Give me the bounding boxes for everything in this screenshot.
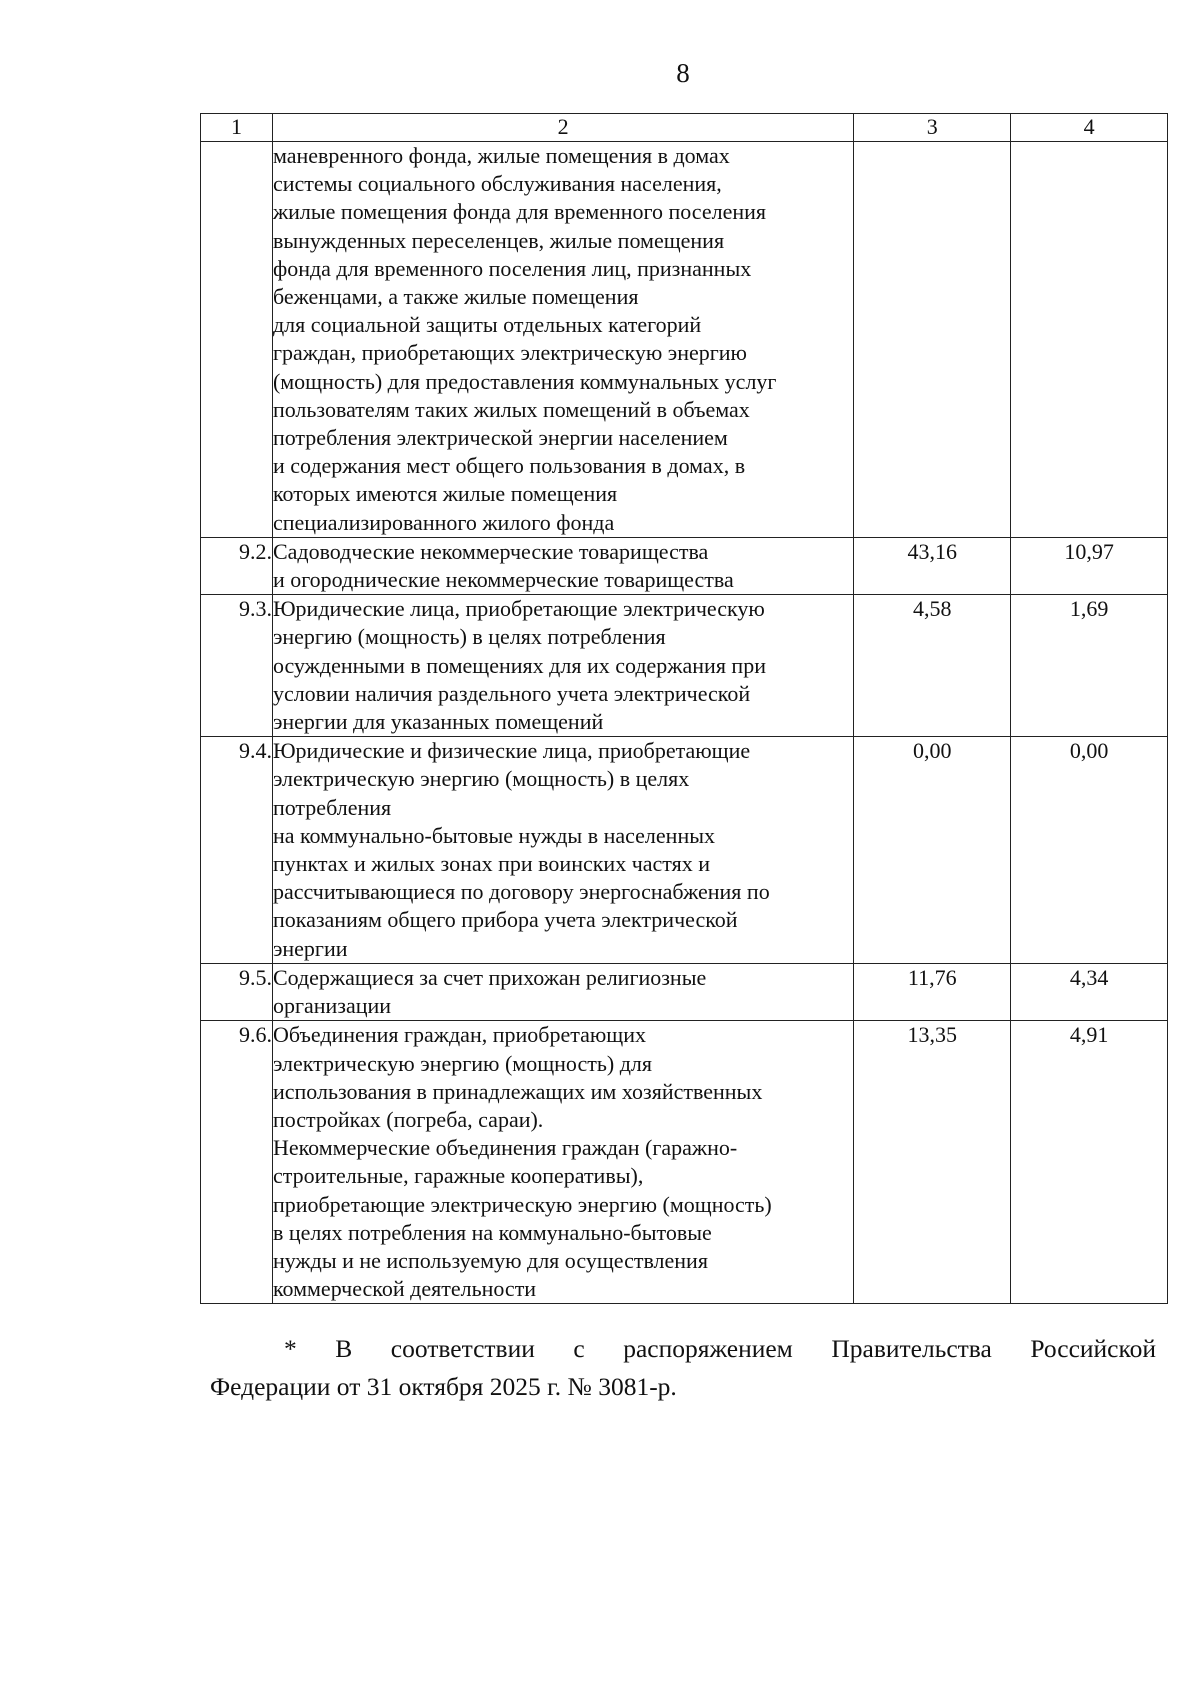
footnote-line-1: * В соответствии с распоряжением Правительства Российской xyxy=(284,1334,1156,1363)
column-header-1: 1 xyxy=(201,114,273,142)
tariff-table xyxy=(200,113,1168,1304)
row-number: 9.6. xyxy=(201,1021,273,1304)
column-header-4: 4 xyxy=(1011,114,1168,142)
row-number: 9.4. xyxy=(201,737,273,964)
footnote-line-2: Федерации от 31 октября 2025 г. № 3081-р. xyxy=(210,1372,677,1401)
table-header xyxy=(201,114,1168,142)
row-value-col3: 43,16 xyxy=(854,537,1011,594)
row-number: 9.3. xyxy=(201,595,273,737)
table-row-9-2 xyxy=(201,537,1168,594)
row-description-text: Юридические лица, приобретающие электрическую энергию (мощность) в целях потребления осужденными в помещениях для их содержания при условии наличия раздельного учета электрической энергии для указанных помещений xyxy=(272,596,766,735)
table-header-row xyxy=(201,114,1168,142)
row-value-col4: 0,00 xyxy=(1011,737,1168,964)
row-description xyxy=(272,595,853,737)
table-row-9-6 xyxy=(201,1021,1168,1304)
row-number: 9.2. xyxy=(201,537,273,594)
row-value-col4: 4,34 xyxy=(1011,963,1168,1020)
column-header-2: 2 xyxy=(272,114,853,142)
row-value-col4: 4,91 xyxy=(1011,1021,1168,1304)
row-value-col3: 4,58 xyxy=(854,595,1011,737)
row-value-col4: 1,69 xyxy=(1011,595,1168,737)
continued-description: маневренного фонда, жилые помещения в домах системы социального обслуживания населения, жилые помещения фонда для временного поселения вынужденных переселенцев, жилые помещения фонда для временного поселения лиц, признанных беженцами, а также жилые помещения для социальной защиты отдельных категорий граждан, приобретающих электрическую энергию (мощность) для предоставления коммунальных услуг пользователям таких жилых помещений в объемах потребления электрической энергии населением и содержания мест общего пользования в домах, в которых имеются жилые помещения специализированного жилого фонда xyxy=(272,143,777,535)
table-row-9-5 xyxy=(201,963,1168,1020)
row-description xyxy=(272,963,853,1020)
footnote xyxy=(210,1330,1156,1406)
row-description xyxy=(272,537,853,594)
page-number: 8 xyxy=(676,58,690,88)
row-description-text: Садоводческие некоммерческие товарищества и огороднические некоммерческие товарищества xyxy=(272,538,734,593)
row-value-col3 xyxy=(854,142,1011,538)
row-description xyxy=(272,1021,853,1304)
row-value-col3: 0,00 xyxy=(854,737,1011,964)
table-row-continued xyxy=(201,142,1168,538)
column-header-3: 3 xyxy=(854,114,1011,142)
row-description-text: Юридические и физические лица, приобретающие электрическую энергию (мощность) в целях потребления на коммунально-бытовые нужды в населенных пунктах и жилых зонах при воинских частях и рассчитывающиеся по договору энергоснабжения по показаниям общего прибора учета электрической энергии xyxy=(272,738,770,961)
row-number-cell xyxy=(201,142,273,538)
row-value-col4: 10,97 xyxy=(1011,537,1168,594)
row-value-col4 xyxy=(1011,142,1168,538)
row-description-cell xyxy=(272,142,853,538)
row-value-col3: 11,76 xyxy=(854,963,1011,1020)
row-description-text: Объединения граждан, приобретающих электрическую энергию (мощность) для использования в принадлежащих им хозяйственных постройках (погреба, сараи). Некоммерческие объединения граждан (гаражно- строительные, гаражные кооперативы), приобретающие электрическую энергию (мощность) в целях потребления на коммунально-бытовые нужды и не используемую для осуществления коммерческой деятельности xyxy=(272,1022,772,1302)
row-number: 9.5. xyxy=(201,963,273,1020)
table-row-9-3 xyxy=(201,595,1168,737)
row-description xyxy=(272,737,853,964)
table-row-9-4 xyxy=(201,737,1168,964)
row-description-text: Содержащиеся за счет прихожан религиозные организации xyxy=(272,964,707,1019)
table-body xyxy=(201,142,1168,1304)
row-value-col3: 13,35 xyxy=(854,1021,1011,1304)
